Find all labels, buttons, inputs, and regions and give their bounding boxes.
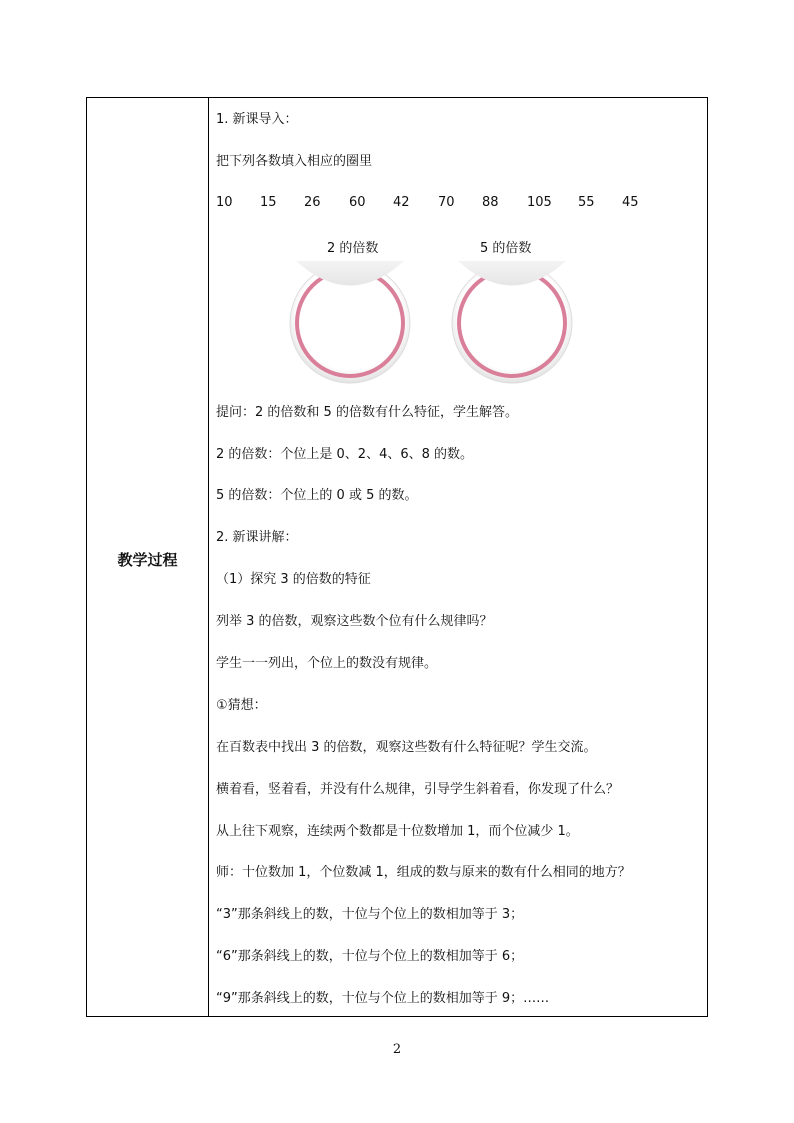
text-line: 横着看，竖着看，并没有什么规律，引导学生斜着看，你发现了什么？ xyxy=(216,782,620,797)
text-line: 列举 3 的倍数，观察这些数个位有什么规律吗？ xyxy=(216,614,493,629)
number-item: 88 xyxy=(482,195,499,210)
circle-label-2: 2 的倍数 xyxy=(327,241,379,256)
text-line: 师：十位数加 1，个位数减 1，组成的数与原来的数有什么相同的地方？ xyxy=(216,865,631,880)
lesson-table xyxy=(86,97,708,1017)
number-item: 60 xyxy=(349,195,366,210)
number-item: 45 xyxy=(622,195,639,210)
number-item: 55 xyxy=(578,195,595,210)
text-line: “3”那条斜线上的数，十位与个位上的数相加等于 3； xyxy=(216,907,524,922)
page-number: 2 xyxy=(392,1042,402,1057)
column-divider xyxy=(208,98,209,1016)
number-item: 42 xyxy=(393,195,410,210)
text-line: （1）探究 3 的倍数的特征 xyxy=(216,572,371,587)
text-line: 5 的倍数：个位上的 0 或 5 的数。 xyxy=(216,488,418,503)
text-line: 1. 新课导入： xyxy=(216,112,298,127)
text-line: 在百数表中找出 3 的倍数，观察这些数有什么特征呢？学生交流。 xyxy=(216,740,597,755)
multiples-of-2-circle xyxy=(277,256,423,386)
row-label: 教学过程 xyxy=(117,551,178,569)
text-line: “9”那条斜线上的数，十位与个位上的数相加等于 9；…… xyxy=(216,991,550,1006)
circle-label-5: 5 的倍数 xyxy=(480,241,532,256)
text-line: 2. 新课讲解： xyxy=(216,530,298,545)
text-line: 学生一一列出，个位上的数没有规律。 xyxy=(216,656,438,671)
number-item: 15 xyxy=(260,195,277,210)
text-line: 从上往下观察，连续两个数都是十位数增加 1，而个位减少 1。 xyxy=(216,824,579,839)
number-item: 10 xyxy=(216,195,233,210)
text-line: ①猜想： xyxy=(216,698,267,713)
text-line: 2 的倍数：个位上是 0、2、4、6、8 的数。 xyxy=(216,447,474,462)
number-item: 105 xyxy=(527,195,552,210)
multiples-of-5-circle xyxy=(439,256,585,386)
number-item: 70 xyxy=(438,195,455,210)
number-item: 26 xyxy=(304,195,321,210)
text-line: 提问：2 的倍数和 5 的倍数有什么特征，学生解答。 xyxy=(216,405,518,420)
text-line: “6”那条斜线上的数，十位与个位上的数相加等于 6； xyxy=(216,949,524,964)
text-line: 把下列各数填入相应的圈里 xyxy=(216,154,373,169)
